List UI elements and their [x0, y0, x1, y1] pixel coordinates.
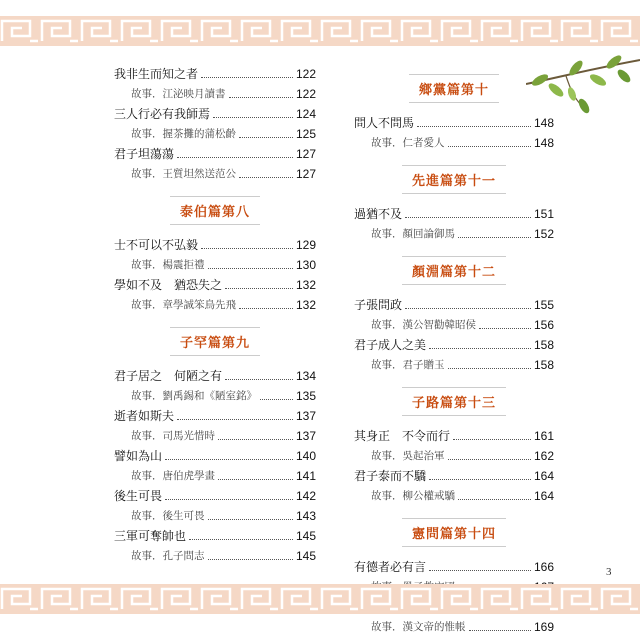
chapter-heading: [354, 518, 554, 547]
toc-story-entry[interactable]: [114, 546, 316, 566]
toc-entry[interactable]: [114, 446, 316, 466]
entry-page-number: 152: [533, 227, 554, 241]
dot-leader: [229, 97, 293, 98]
entry-title: 故事．王質坦然送范公: [131, 168, 236, 180]
toc-entry[interactable]: [114, 406, 316, 426]
chapter-title: 憲問篇第十四: [402, 518, 506, 547]
entry-page-number: 151: [533, 207, 554, 221]
entry-page-number: 124: [295, 107, 316, 121]
entry-title: 故事．江泌映月讀書: [131, 88, 226, 100]
entry-title: 學如不及 猶恐失之: [114, 278, 223, 292]
entry-page-number: 143: [295, 509, 316, 523]
dot-leader: [189, 539, 293, 540]
dot-leader: [213, 117, 293, 118]
chapter-title: 先進篇第十一: [402, 165, 506, 194]
entry-page-number: 122: [295, 67, 316, 81]
toc-entry[interactable]: [354, 335, 554, 355]
toc-entry[interactable]: [354, 204, 554, 224]
entry-title: 譬如為山: [114, 449, 163, 463]
entry-page-number: 145: [295, 549, 316, 563]
entry-page-number: 158: [533, 338, 554, 352]
entry-page-number: 132: [295, 278, 316, 292]
dot-leader: [177, 157, 293, 158]
toc-entry[interactable]: [114, 104, 316, 124]
dot-leader: [201, 248, 293, 249]
entry-title: 君子成人之美: [354, 338, 427, 352]
toc-story-entry[interactable]: [114, 386, 316, 406]
entry-page-number: 148: [533, 116, 554, 130]
entry-page-number: 166: [533, 560, 554, 574]
entry-page-number: 158: [533, 358, 554, 372]
dot-leader: [458, 237, 531, 238]
entry-title: 故事．楊震拒禮: [131, 259, 205, 271]
entry-title: 故事．君子贈玉: [371, 359, 445, 371]
dot-leader: [448, 146, 531, 147]
entry-page-number: 137: [295, 409, 316, 423]
toc-entry[interactable]: [114, 64, 316, 84]
entry-page-number: 148: [533, 136, 554, 150]
entry-title: 士不可以不弘毅: [114, 238, 199, 252]
toc-story-entry[interactable]: [114, 84, 316, 104]
toc-story-entry[interactable]: [114, 164, 316, 184]
chapter-title: 鄉黨篇第十: [409, 74, 499, 103]
chapter-heading: [354, 74, 554, 103]
dot-leader: [429, 348, 531, 349]
entry-title: 故事．柳公權戒驕: [371, 490, 455, 502]
entry-title: 君子泰而不驕: [354, 469, 427, 483]
entry-title: 故事．劉禹錫和《陋室銘》: [131, 390, 257, 402]
entry-title: 逝者如斯夫: [114, 409, 175, 423]
entry-page-number: 122: [295, 87, 316, 101]
toc-entry[interactable]: [354, 295, 554, 315]
dot-leader: [260, 399, 293, 400]
dot-leader: [208, 519, 293, 520]
entry-title: 君子居之 何陋之有: [114, 369, 223, 383]
dot-leader: [453, 439, 531, 440]
entry-title: 故事．唐伯虎學畫: [131, 470, 215, 482]
toc-story-entry[interactable]: [114, 124, 316, 144]
entry-page-number: 129: [295, 238, 316, 252]
dot-leader: [201, 77, 293, 78]
entry-page-number: 127: [295, 167, 316, 181]
dot-leader: [225, 379, 293, 380]
toc-story-entry[interactable]: [354, 486, 554, 506]
chapter-title: 泰伯篇第八: [170, 196, 260, 225]
entry-title: 故事．顏回論御馬: [371, 228, 455, 240]
entry-title: 故事．漢公智勸韓昭侯: [371, 319, 476, 331]
toc-entry[interactable]: [114, 366, 316, 386]
toc-story-entry[interactable]: [354, 315, 554, 335]
entry-page-number: 164: [533, 489, 554, 503]
chapter-heading: [114, 196, 316, 225]
entry-page-number: 140: [295, 449, 316, 463]
dot-leader: [208, 559, 293, 560]
entry-page-number: 156: [533, 318, 554, 332]
dot-leader: [165, 499, 293, 500]
toc-entry[interactable]: [114, 275, 316, 295]
chapter-heading: [354, 165, 554, 194]
toc-story-entry[interactable]: [354, 224, 554, 244]
bottom-border-band: [0, 584, 640, 614]
toc-entry[interactable]: [354, 557, 554, 577]
toc-story-entry[interactable]: [114, 255, 316, 275]
toc-story-entry[interactable]: [114, 506, 316, 526]
entry-title: 故事．章學誠笨鳥先飛: [131, 299, 236, 311]
dot-leader: [225, 288, 293, 289]
chapter-heading: [114, 327, 316, 356]
toc-entry[interactable]: [114, 144, 316, 164]
entry-page-number: 142: [295, 489, 316, 503]
entry-title: 故事．吳起治軍: [371, 450, 445, 462]
entry-page-number: 134: [295, 369, 316, 383]
entry-title: 後生可畏: [114, 489, 163, 503]
greek-key-pattern-top: [0, 16, 640, 46]
dot-leader: [218, 439, 293, 440]
entry-title: 君子坦蕩蕩: [114, 147, 175, 161]
dot-leader: [208, 268, 293, 269]
toc-story-entry[interactable]: [354, 355, 554, 375]
entry-title: 故事．漢文帝的惟帳: [371, 621, 466, 633]
entry-page-number: 145: [295, 529, 316, 543]
entry-title: 有德者必有言: [354, 560, 427, 574]
entry-page-number: 164: [533, 469, 554, 483]
dot-leader: [458, 499, 531, 500]
toc-left-column: [114, 64, 316, 566]
toc-story-entry[interactable]: [354, 446, 554, 466]
dot-leader: [479, 328, 531, 329]
entry-title: 子張問政: [354, 298, 403, 312]
chapter-heading: [354, 387, 554, 416]
entry-title: 故事．孔子問志: [131, 550, 205, 562]
dot-leader: [165, 459, 293, 460]
entry-page-number: 125: [295, 127, 316, 141]
toc-entry[interactable]: [114, 486, 316, 506]
entry-title: 三軍可奪帥也: [114, 529, 187, 543]
entry-page-number: 132: [295, 298, 316, 312]
entry-title: 故事．後生可畏: [131, 510, 205, 522]
entry-title: 其身正 不令而行: [354, 429, 451, 443]
entry-page-number: 141: [295, 469, 316, 483]
dot-leader: [417, 126, 531, 127]
toc-story-entry[interactable]: [114, 466, 316, 486]
entry-title: 三人行必有我師焉: [114, 107, 211, 121]
chapter-title: 子路篇第十三: [402, 387, 506, 416]
page-number: 3: [606, 566, 612, 578]
toc-entry[interactable]: [354, 426, 554, 446]
toc-story-entry[interactable]: [114, 426, 316, 446]
chapter-title: 顏淵篇第十二: [402, 256, 506, 285]
dot-leader: [239, 177, 293, 178]
toc-story-entry[interactable]: [354, 133, 554, 153]
dot-leader: [239, 137, 293, 138]
greek-key-pattern-bottom: [0, 584, 640, 614]
entry-page-number: 135: [295, 389, 316, 403]
toc-entry[interactable]: [114, 235, 316, 255]
entry-page-number: 155: [533, 298, 554, 312]
dot-leader: [405, 308, 531, 309]
entry-page-number: 127: [295, 147, 316, 161]
dot-leader: [218, 479, 293, 480]
dot-leader: [177, 419, 293, 420]
toc-entry[interactable]: [354, 113, 554, 133]
top-border-band: [0, 16, 640, 46]
dot-leader: [448, 459, 531, 460]
entry-title: 過猶不及: [354, 207, 403, 221]
chapter-title: 子罕篇第九: [170, 327, 260, 356]
entry-page-number: 130: [295, 258, 316, 272]
entry-page-number: 137: [295, 429, 316, 443]
dot-leader: [239, 308, 293, 309]
dot-leader: [469, 630, 531, 631]
entry-page-number: 162: [533, 449, 554, 463]
entry-title: 故事．仁者愛人: [371, 137, 445, 149]
dot-leader: [429, 570, 531, 571]
entry-title: 問人不問馬: [354, 116, 415, 130]
dot-leader: [448, 368, 531, 369]
toc-entry[interactable]: [354, 466, 554, 486]
toc-story-entry[interactable]: [114, 295, 316, 315]
toc-entry[interactable]: [114, 526, 316, 546]
dot-leader: [429, 479, 531, 480]
entry-page-number: 169: [533, 620, 554, 634]
entry-title: 故事．司馬光惜時: [131, 430, 215, 442]
entry-page-number: 161: [533, 429, 554, 443]
dot-leader: [405, 217, 531, 218]
toc-right-column: [354, 64, 554, 637]
entry-title: 故事．握茶攤的蒲松齡: [131, 128, 236, 140]
chapter-heading: [354, 256, 554, 285]
toc-story-entry[interactable]: [354, 617, 554, 637]
entry-title: 我非生而知之者: [114, 67, 199, 81]
